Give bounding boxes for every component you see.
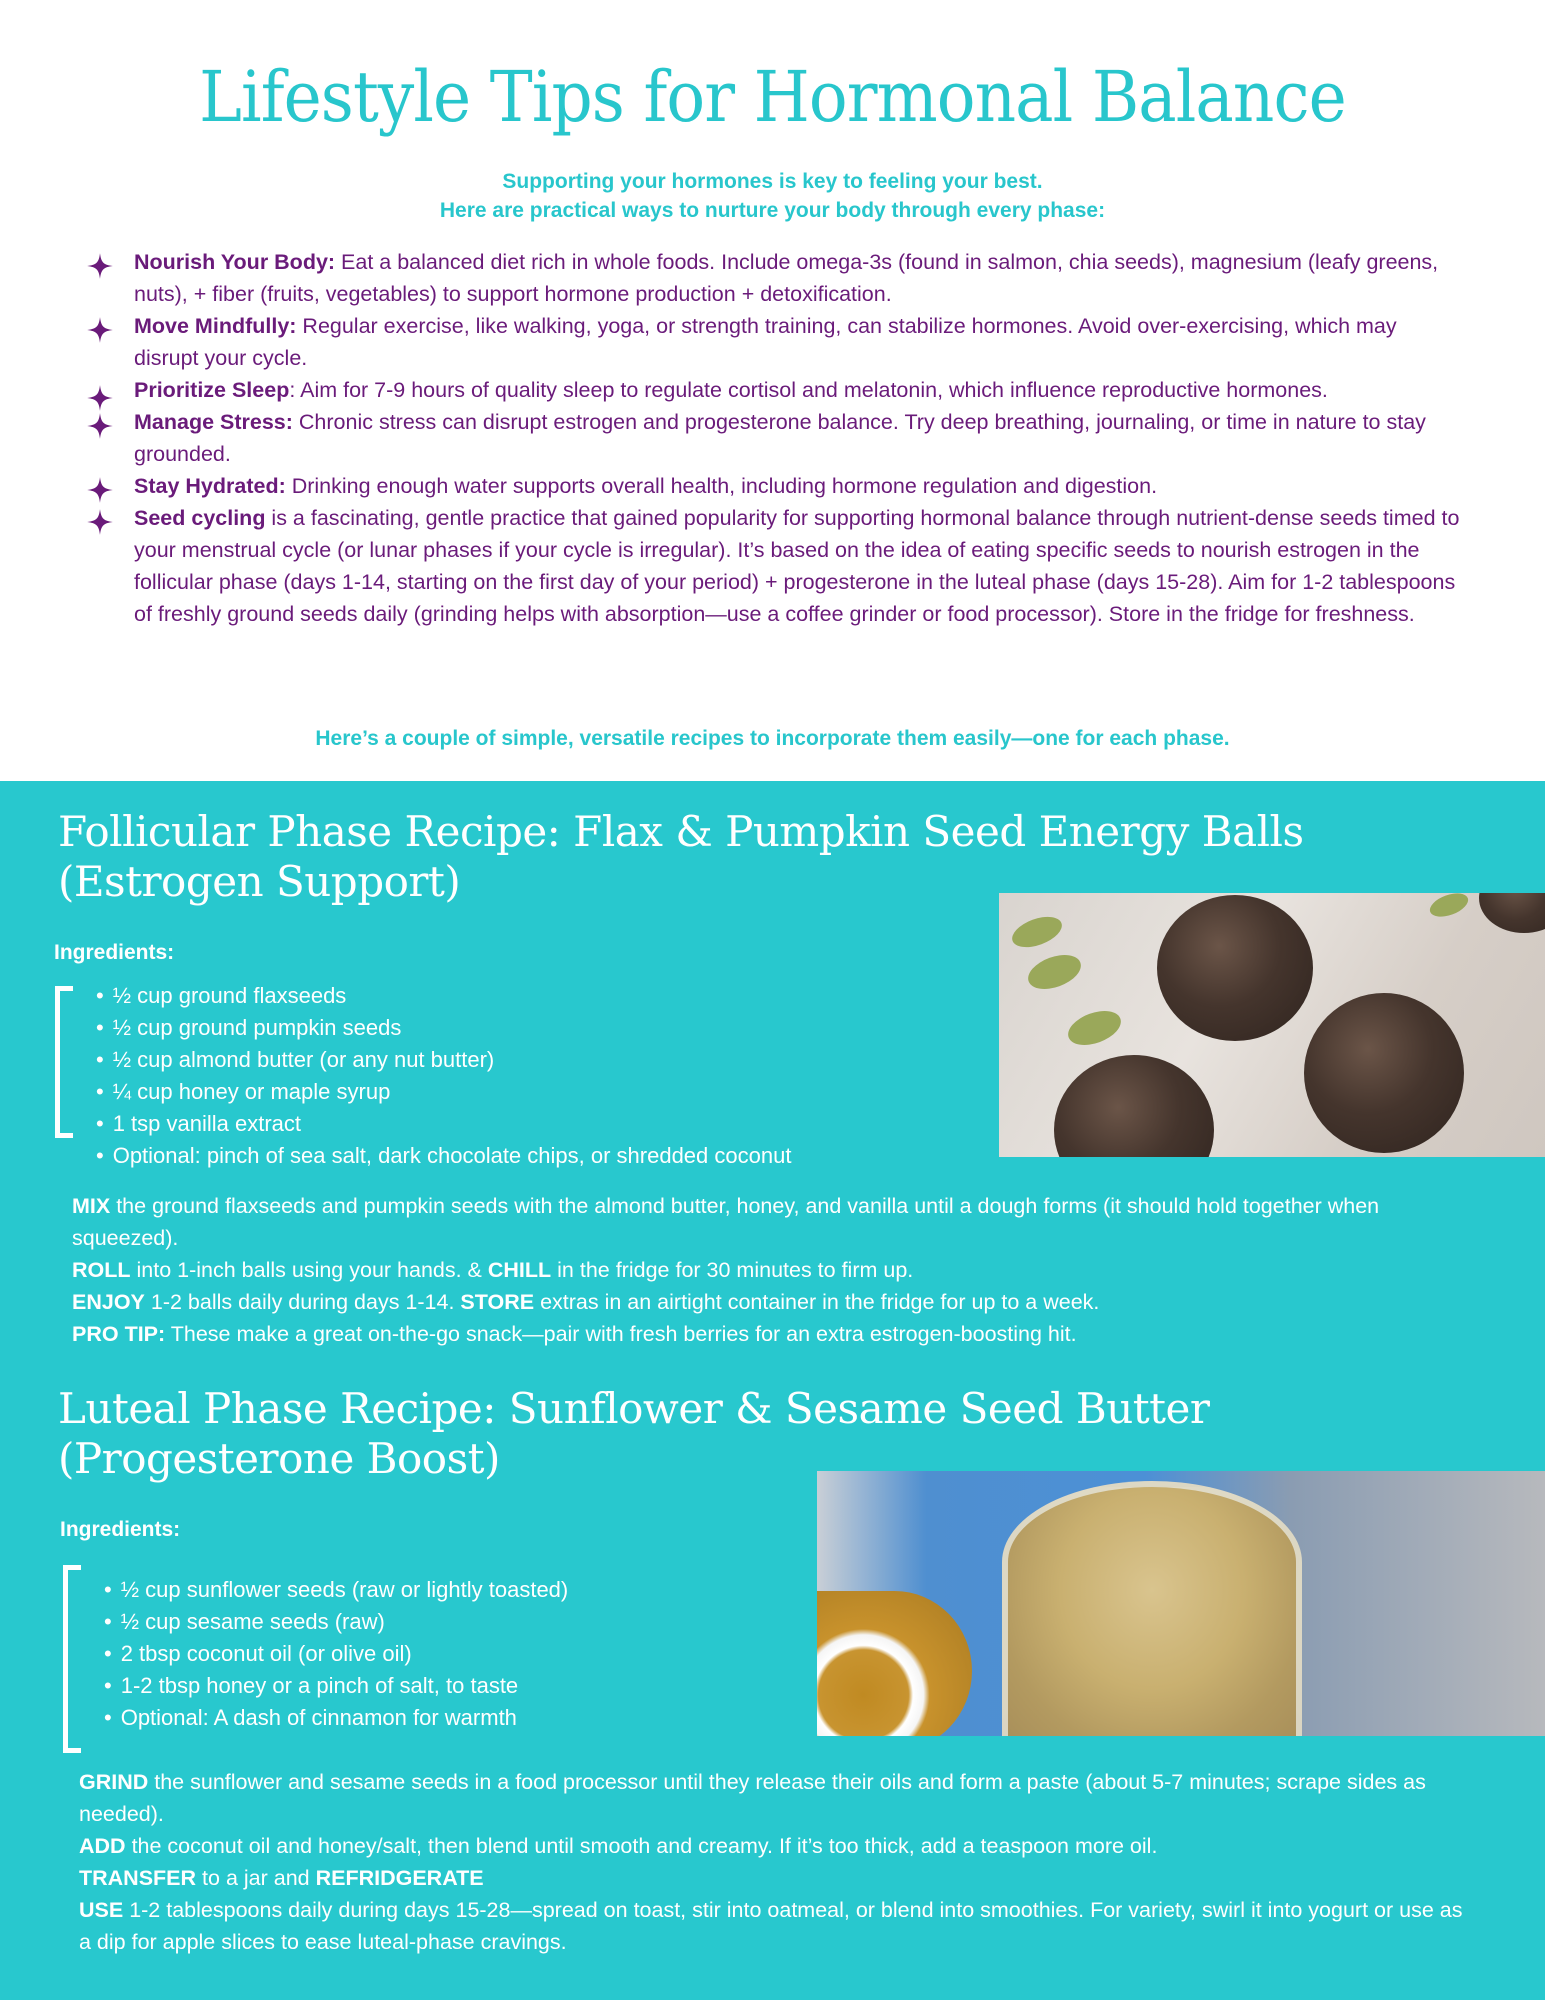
recipe-title-luteal [58, 1384, 1358, 1484]
tip-body: Regular exercise, like walking, yoga, or strength training, can stabilize hormones. Avoid over-exercising, which may disrupt your cycle. [134, 314, 1397, 370]
tip-body: : Aim for 7-9 hours of quality sleep to regulate cortisol and melatonin, which influence reproductive hormones. [289, 378, 1328, 402]
tip-item [86, 374, 1466, 406]
jar [1002, 1481, 1302, 1736]
recipe-title-line-2: (Progesterone Boost) [58, 1434, 500, 1483]
tip-heading: Stay Hydrated: [134, 474, 286, 498]
seed-butter-photo [817, 1471, 1545, 1736]
tip-body: Drinking enough water supports overall health, including hormone regulation and digestion. [285, 474, 1158, 498]
recipes-intro: Here’s a couple of simple, versatile recipes to incorporate them easily—one for each phase. [315, 727, 1230, 750]
direction-step: TRANSFER to a jar and REFRIDGERATE [79, 1866, 484, 1890]
tip-body: Chronic stress can disrupt estrogen and progesterone balance. Try deep breathing, journaling, or time in nature to stay grounded. [134, 410, 1426, 466]
subtitle-line-1: Supporting your hormones is key to feeling your best. [502, 170, 1043, 193]
tip-heading: Seed cycling [134, 506, 266, 530]
tip-body: Eat a balanced diet rich in whole foods. Include omega-3s (found in salmon, chia seeds), magnesium (leafy greens, nuts), + fiber (fruits, vegetables) to support hormone production + detoxification. [134, 250, 1439, 306]
tip-item [86, 406, 1466, 470]
tip-heading: Manage Stress: [134, 410, 293, 434]
sparkle-star-icon [86, 252, 114, 280]
ingredient-item: • ½ cup sunflower seeds (raw or lightly toasted) [104, 1574, 568, 1606]
ingredients-list [104, 1574, 568, 1734]
tip-item [86, 310, 1466, 374]
direction-step: ROLL into 1-inch balls using your hands. & CHILL in the fridge for 30 minutes to firm up. [72, 1258, 914, 1282]
tip-item [86, 502, 1466, 630]
tip-item [86, 246, 1466, 310]
ingredient-item: • ½ cup ground pumpkin seeds [96, 1012, 791, 1044]
ingredient-item: • 2 tbsp coconut oil (or olive oil) [104, 1638, 568, 1670]
recipe-title-line-1: Follicular Phase Recipe: Flax & Pumpkin Seed Energy Balls [58, 807, 1304, 856]
direction-step: USE 1-2 tablespoons daily during days 15-28—spread on toast, stir into oatmeal, or blend into smoothies. For variety, swirl it into yogurt or use as a dip for apple slices to ease luteal-phase cravings. [79, 1898, 1463, 1954]
ingredients-label: Ingredients: [60, 1518, 181, 1541]
direction-step: GRIND the sunflower and sesame seeds in a food processor until they release their oils and form a paste (about 5-7 minutes; scrape sides as needed). [79, 1770, 1426, 1826]
page-title: Lifestyle Tips for Hormonal Balance [199, 56, 1346, 138]
recipes-section [0, 781, 1545, 2000]
bracket-decoration [63, 1565, 81, 1753]
direction-step: ADD the coconut oil and honey/salt, then blend until smooth and creamy. If it’s too thick, add a teaspoon more oil. [79, 1834, 1158, 1858]
directions-follicular [72, 1190, 1472, 1350]
tip-heading: Prioritize Sleep [134, 378, 290, 402]
ingredient-item: • ½ cup sesame seeds (raw) [104, 1606, 568, 1638]
sparkle-star-icon [86, 508, 114, 536]
direction-step: PRO TIP: These make a great on-the-go snack—pair with fresh berries for an extra estrogen-boosting hit. [72, 1322, 1077, 1346]
ingredient-item: • ½ cup almond butter (or any nut butter) [96, 1044, 791, 1076]
subtitle-line-2: Here are practical ways to nurture your body through every phase: [439, 199, 1106, 222]
ingredient-item: • ¼ cup honey or maple syrup [96, 1076, 791, 1108]
bracket-decoration [55, 986, 73, 1138]
ingredients-list [96, 980, 791, 1172]
tip-heading: Move Mindfully: [134, 314, 297, 338]
ingredient-item: • Optional: pinch of sea salt, dark chocolate chips, or shredded coconut [96, 1140, 791, 1172]
energy-balls-photo [999, 893, 1545, 1157]
intro-section [0, 0, 1545, 781]
tips-list [86, 246, 1466, 630]
direction-step: ENJOY 1-2 balls daily during days 1-14. STORE extras in an airtight container in the fridge for up to a week. [72, 1290, 1100, 1314]
sparkle-star-icon [86, 476, 114, 504]
ingredient-item: • Optional: A dash of cinnamon for warmth [104, 1702, 568, 1734]
sparkle-star-icon [86, 412, 114, 440]
tip-item [86, 470, 1466, 502]
ingredient-item: • ½ cup ground flaxseeds [96, 980, 791, 1012]
jar-lid [817, 1591, 972, 1736]
direction-step: MIX the ground flaxseeds and pumpkin seeds with the almond butter, honey, and vanilla until a dough forms (it should hold together when squeezed). [72, 1194, 1380, 1250]
tip-body: is a fascinating, gentle practice that gained popularity for supporting hormonal balance through nutrient-dense seeds timed to your menstrual cycle (or lunar phases if your cycle is irregular). It’s based on the idea of eating specific seeds to nourish estrogen in the follicular phase (days 1-14, starting on the first day of your period) + progesterone in the luteal phase (days 15-28). Aim for 1-2 tablespoons of freshly ground seeds daily (grinding helps with absorption—use a coffee grinder or food processor). Store in the fridge for freshness. [134, 506, 1460, 626]
recipe-title-follicular [58, 807, 1358, 907]
recipe-title-line-1: Luteal Phase Recipe: Sunflower & Sesame Seed Butter [58, 1384, 1210, 1433]
recipe-title-line-2: (Estrogen Support) [58, 857, 461, 906]
ingredient-item: • 1-2 tbsp honey or a pinch of salt, to taste [104, 1670, 568, 1702]
directions-luteal [79, 1766, 1479, 1958]
tip-heading: Nourish Your Body: [134, 250, 336, 274]
ingredient-item: • 1 tsp vanilla extract [96, 1108, 791, 1140]
ingredients-label: Ingredients: [54, 941, 175, 964]
sparkle-star-icon [86, 316, 114, 344]
